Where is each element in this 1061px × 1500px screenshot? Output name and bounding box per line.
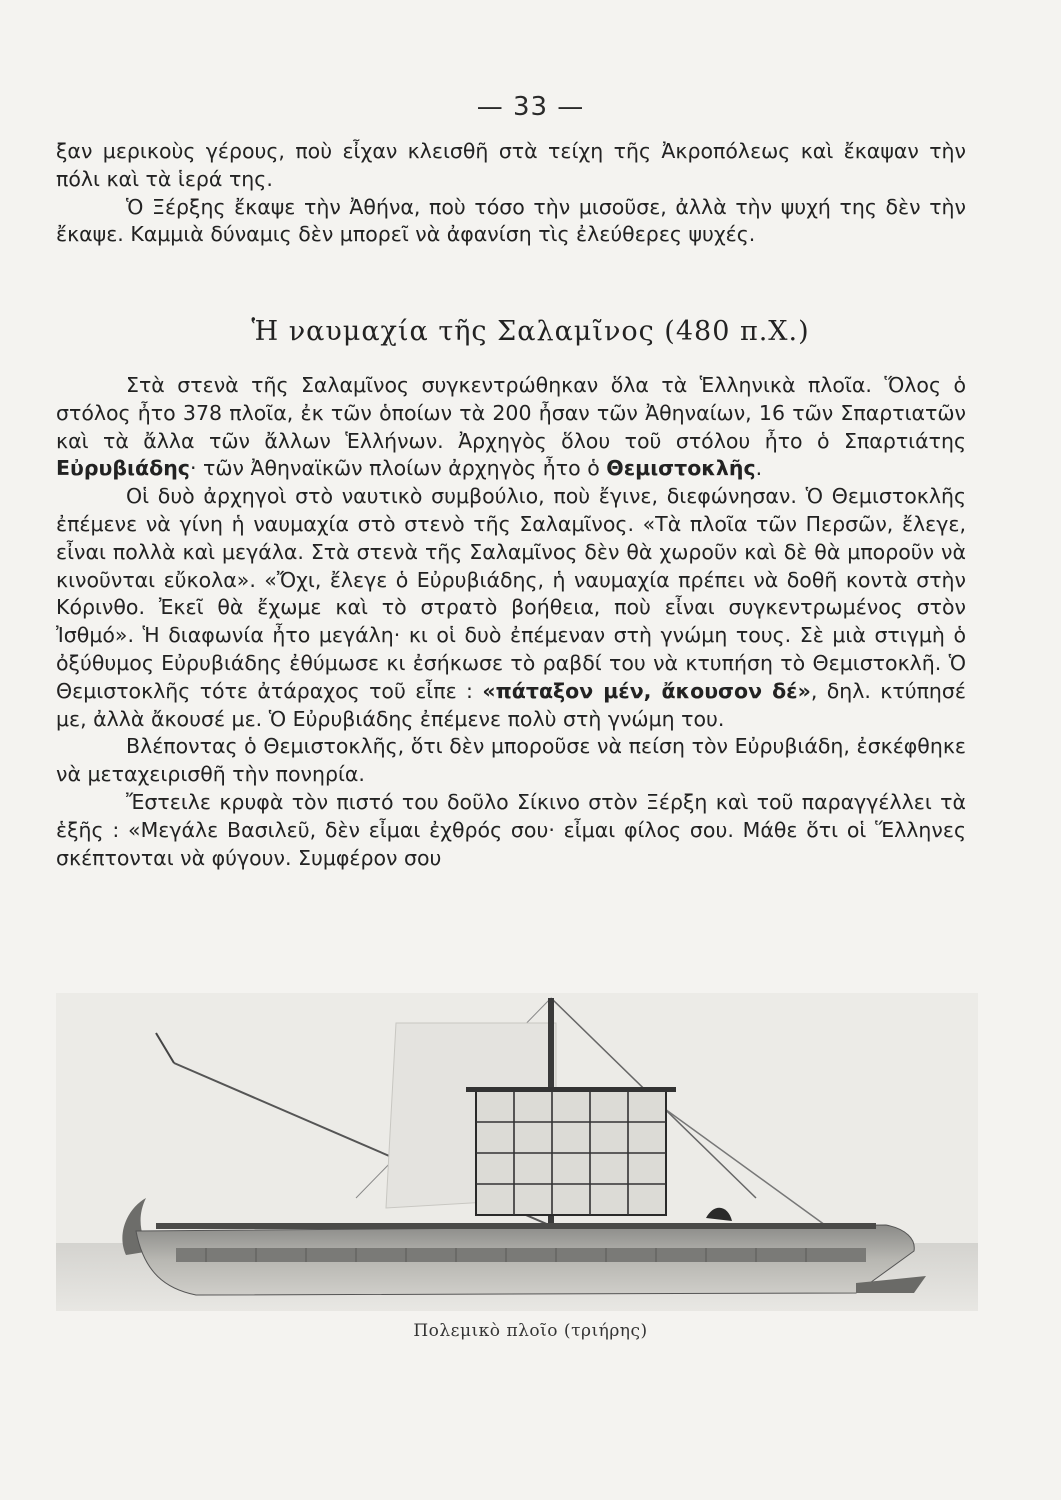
intro-paragraph-2: Ὁ Ξέρξης ἔκαψε τὴν Ἀθήνα, ποὺ τόσο τὴν μισοῦσε, ἀλλὰ τὴν ψυχή της δὲν τὴν ἔκαψε. Καμμιὰ δύναμις δὲν μπορεῖ νὰ ἀφανίση τὶς ἐλεύθερες ψυχές.: [56, 194, 966, 247]
figure-caption: Πολεμικὸ πλοῖο (τριήρης): [413, 1321, 648, 1341]
body-text: , δηλ. κτύπησέ με, ἀλλὰ ἄκουσέ με. Ὁ Εὐρυβιάδης ἐπέμενε πολὺ στὴ γνώμη του.: [56, 678, 966, 731]
body-text: Οἱ δυὸ ἀρχηγοὶ στὸ ναυτικὸ συμβούλιο, ποὺ ἔγινε, διεφώνησαν. Ὁ Θεμιστοκλῆς ἐπέμενε νὰ γίνη ἡ ναυμαχία στὸ στενὸ τῆς Σαλαμῖνος. «Τὰ πλοῖα τῶν Περσῶν, ἔλεγε, εἶναι πολλὰ καὶ μεγάλα. Στὰ στενὰ τῆς Σαλαμῖνος δὲν θὰ χωροῦν καὶ δὲ θὰ μποροῦν νὰ κινοῦνται εὔκολα». «Ὄχι, ἔλεγε ὁ Εὐρυβιάδης, ἡ ναυμαχία πρέπει νὰ δοθῆ κοντὰ στὴν Κόρινθο. Ἐκεῖ θὰ ἔχωμε καὶ τὸ στρατὸ βοήθεια, ποὺ εἶναι συγκεντρωμένος στὸν Ἰσθμό». Ἡ διαφωνία ἦτο μεγάλη· κι οἱ δυὸ ἐπέμεναν στὴ γνώμη τους. Σὲ μιὰ στιγμὴ ὁ ὀξύθυμος Εὐρυβιάδης ἐθύμωσε κι ἐσήκωσε τὸ ραβδί του νὰ κτυπήση τὸ Θεμιστοκλῆ. Ὁ Θεμιστοκλῆς τότε ἀτάραχος τοῦ εἶπε :: [56, 484, 966, 703]
famous-quote: «πάταξον μέν, ἄκουσον δέ»: [482, 678, 811, 703]
body-text: .: [755, 456, 763, 481]
chapter-body: [56, 372, 966, 872]
body-text: · τῶν Ἀθηναϊκῶν πλοίων ἀρχηγὸς ἦτο ὁ: [189, 456, 607, 481]
body-paragraph-4: Ἔστειλε κρυφὰ τὸν πιστό του δοῦλο Σίκινο στὸν Ξέρξη καὶ τοῦ παραγγέλλει τὰ ἑξῆς : «Μεγάλε Βασιλεῦ, δὲν εἶμαι ἐχθρός σου· εἶμαι φίλος σου. Μάθε ὅτι οἱ Ἕλληνες σκέπτονται νὰ φύγουν. Συμφέρον σου: [56, 789, 966, 870]
body-paragraph-3: Βλέποντας ὁ Θεμιστοκλῆς, ὅτι δὲν μποροῦσε νὰ πείση τὸν Εὐρυβιάδη, ἐσκέφθηκε νὰ μεταχειρισθῆ τὴν πονηρία.: [56, 734, 966, 787]
body-text: Στὰ στενὰ τῆς Σαλαμῖνος συγκεντρώθηκαν ὅλα τὰ Ἑλληνικὰ πλοῖα. Ὅλος ὁ στόλος ἦτο 378 πλοῖα, ἐκ τῶν ὁποίων τὰ 200 ἦσαν τῶν Ἀθηναίων, 16 τῶν Σπαρτιατῶν καὶ τὰ ἄλλα τῶν ἄλλων Ἑλλήνων. Ἀρχηγὸς ὅλου τοῦ στόλου ἦτο ὁ Σπαρτιάτης: [56, 373, 966, 453]
eurybiades-name: Εὐρυβιάδης: [56, 456, 190, 481]
trireme-illustration: [56, 993, 978, 1311]
body-paragraph-2: [56, 483, 966, 733]
intro-paragraph-1: ξαν μερικοὺς γέρους, ποὺ εἶχαν κλεισθῆ στὰ τείχη τῆς Ἀκροπόλεως καὶ ἔκαψαν τὴν πόλι καὶ τὰ ἱερά της.: [56, 139, 966, 191]
themistocles-name: Θεμιστοκλῆς: [606, 456, 756, 481]
trireme-drawing: [56, 993, 978, 1311]
chapter-title: Ἡ ναυμαχία τῆς Σαλαμῖνος (480 π.Χ.): [251, 316, 810, 347]
intro-text: [56, 138, 966, 249]
body-paragraph-1: [56, 372, 966, 483]
page-number: — 33 —: [476, 92, 585, 122]
